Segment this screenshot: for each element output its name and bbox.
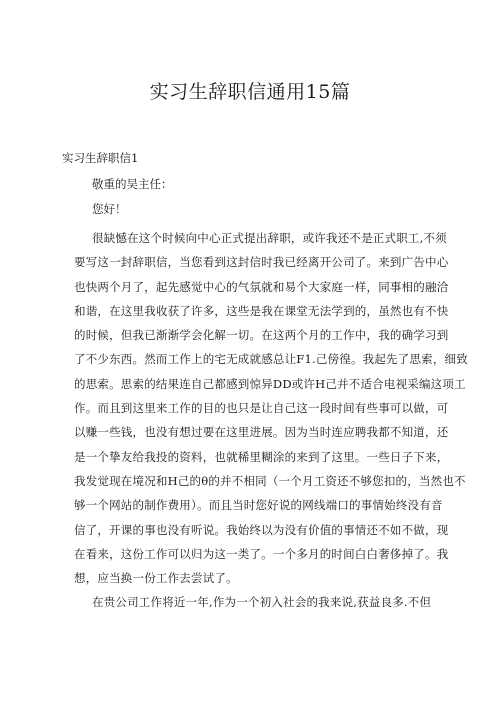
body-line: 是一个挚友给我投的资料，也就稀里糊涂的来到了这里。一些日子下来， <box>74 449 449 464</box>
body-line: 和谐，在这里我收获了许多，这些是我在课堂无法学到的，虽然也有不快 <box>74 303 449 318</box>
body-line: 我发觉现在境况和H己的θ的并不相同（一个月工资还不够您扣的，当然也不 <box>74 473 466 488</box>
body-line: 在看来，这份工作可以归为这一类了。一个多月的时间白白奢侈掉了。我 <box>74 546 449 561</box>
body-line: 很缺憾在这个时候向中心正式提出辞职，或许我还不是正式职工,不须 <box>92 231 447 245</box>
body-line: 信了，开课的事也没有听说。我始终以为没有价值的事情还不如不做，现 <box>74 522 449 537</box>
body-line: 也快两个月了，起先感觉中心的气氛就和易个大家庭一样，同事相的融洽 <box>74 279 449 294</box>
document-title: 实习生辞职信通用15篇 <box>149 81 351 103</box>
section-title: 实习生辞职信1 <box>62 151 139 165</box>
body-line: 要写这一封辞职信，当您看到这封信时我已经离开公司了。来到广告中心 <box>74 255 449 270</box>
body-line: 作。而且到这里来工作的目的也只是让自己这一段时间有些事可以做，可 <box>74 401 449 416</box>
letter-body <box>74 226 468 615</box>
body-line: 的思索。思索的结果连自己都感到惊异DD或许H己并不适合电视采编这项工 <box>74 376 466 391</box>
salutation: 敬重的吴主任： <box>92 177 173 191</box>
body-line: 的时候，但我已渐渐学会化解一切。在这两个月的工作中，我的确学习到 <box>74 328 449 343</box>
greeting: 您好！ <box>92 202 127 216</box>
body-line: 想，应当换一份工作去尝试了。 <box>74 571 238 586</box>
body-line: 以赚一些钱，也没有想过要在这里进展。因为当时连应聘我都不知道，还 <box>74 425 449 440</box>
body-line: 够一个网站的制作费用）。而且当时您好说的网线端口的事情始终没有音 <box>74 498 443 513</box>
body-line: 了不少东西。然而工作上的宅无成就感总让F1.己傍徨。我起先了思索，细致 <box>74 352 468 367</box>
body-line: 在贵公司工作将近一年,作为一个初入社会的我来说,获益良多.不但 <box>92 595 432 610</box>
